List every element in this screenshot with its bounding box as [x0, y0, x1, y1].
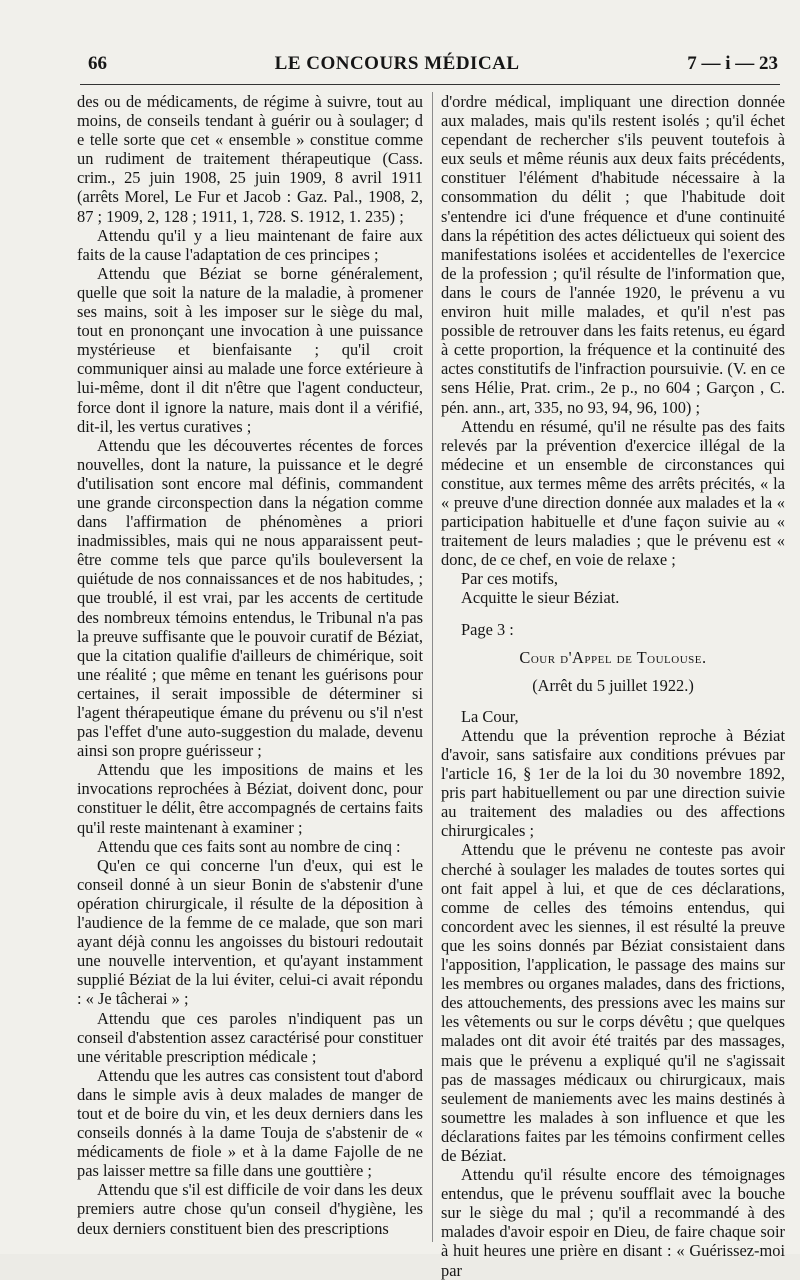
paragraph: Attendu que ces faits sont au nombre de cinq :: [97, 836, 401, 856]
paragraph: Attendu que les impositions de mains et les invocations reprochées à Béziat, doivent donc, pour constituer le délit, être accompagnés de certains faits qu'il reste maintenant à examiner ;: [77, 760, 423, 837]
paragraph: Attendu qu'il résulte encore des témoignages entendus, que le prévenu soufflait avec la bouche sur le siège du mal ; qu'il a recommandé à des malades d'avoir espoir en Dieu, de faire chaque soir à huit heures une prière en disant : « Guérissez-moi par: [441, 1165, 785, 1280]
paragraph: Par ces motifs,: [461, 569, 558, 589]
paragraph: Attendu que la prévention reproche à Béziat d'avoir, sans satisfaire aux conditions prévues par l'article 16, § 1er de la loi du 30 novembre 1892, pris part habituellement ou par une direction suivie au traitement des maladies ou des affections chirurgicales ;: [441, 725, 785, 841]
paragraph: Attendu en résumé, qu'il ne résulte pas des faits relevés par la prévention d'exercice illégal de la médecine et un ensemble de circonstances qui constitue, aux termes même des arrêts précités, « la « preuve d'une direction donnée aux malades et la « participation habituelle et d'une façon suivie au « traitement de leurs maladies ; que le prévenu est « donc, de ce chef, en voie de relaxe ;: [441, 416, 785, 570]
page-header: [88, 50, 778, 78]
paragraph: Attendu que le prévenu ne conteste pas avoir cherché à soulager les malades de toutes sortes qui ont fait appel à lui, et que de ces déclarations, comme de celles des témoins entendus, qui concordent avec les siennes, il est résulté la preuve que les soins donnés par Béziat consistaient dans l'apposition, l'application, le passage des mains sur les membres ou organes malades, dans des frictions, des attouchements, des pressions avec les mains sur les vêtements ou sur le corps dévêtu ; que quelques malades ont dit avoir été traités par des massages, mais que le prévenu a expliqué qu'il ne s'agissait pas de massages médicaux ou chirurgicaux, mais seulement de maniements avec les mains destinés à soumettre les malades à son influence et que les déclarations faites par les témoins confirment celles de Béziat.: [441, 840, 785, 1165]
right-column: [441, 92, 785, 1280]
paragraph: Attendu que Béziat se borne généralement, quelle que soit la nature de la maladie, à promener ses mains, soit à les imposer sur le siège du mal, tout en prononçant une invocation à une puissance mystérieuse et bienfaisante ; qu'il croit communiquer ainsi au malade une force extérieure à lui-même, dont il dit n'être que l'agent conducteur, force dont il ignore la nature, mais dont il a vérifié, dit-il, les vertus curatives ;: [77, 263, 423, 436]
paragraph: des ou de médicaments, de régime à suivre, tout au moins, de conseils tendant à guérir ou à soulager; d e telle sorte que cet « ensemble » constitue comme un rudiment de traitement thérapeutique (Cass. crim., 25 juin 1908, 25 juin 1909, 8 avril 1911 (arrêts Morel, Le Fur et Jacob : Gaz. Pal., 1908, 2, 87 ; 1909, 2, 128 ; 1911, 1, 728. S. 1912, 1. 235) ;: [77, 92, 423, 226]
left-column: [77, 92, 423, 1238]
court-heading: Cour d'Appel de Toulouse.: [519, 647, 707, 667]
paragraph: Attendu que les découvertes récentes de forces nouvelles, dont la nature, la puissance et le degré d'utilisation sont encore mal définis, commandent une grande circonspection dans la négation comme dans l'affirmation de phénomènes a priori inadmissibles, mais qui ne nous apparaissent peut-être comme tels que parce qu'ils bouleversent la quiétude de nos connaissances et de nos habitudes, ; que troublé, il est vrai, par les accents de certitude des nombreux témoins entendus, le Tribunal n'a pas la preuve suffisante que le pouvoir curatif de Béziat, que la citation qualifie d'ailleurs de chimérique, soit une réalité ; que même en tenant les guérisons pour certaines, il serait impossible de déterminer si l'agent thérapeutique émane du prévenu ou s'il n'est pas l'effet d'une auto-suggestion du malade, devenu ainsi son propre guérisseur ;: [77, 435, 423, 761]
issue-date: 7 — i — 23: [687, 53, 778, 74]
column-divider: [432, 92, 433, 1242]
spacer: [441, 667, 785, 676]
paragraph: Attendu qu'il y a lieu maintenant de faire aux faits de la cause l'adaptation de ces principes ;: [77, 225, 423, 264]
page-number: 66: [88, 53, 107, 74]
judgment-date: (Arrêt du 5 juillet 1922.): [532, 675, 694, 695]
paragraph: Attendu que les autres cas consistent tout d'abord dans le simple avis à deux malades de manger de tout et de boire du vin, et les deux derniers dans les conseils donnés à la dame Touja de s'abstenir de « médicaments de fiole » et à la dame Fajolle de ne pas laisser mettre sa fille dans une gouttière ;: [77, 1065, 423, 1181]
paragraph: Qu'en ce qui concerne l'un d'eux, qui est le conseil donné à un sieur Bonin de s'abstenir d'une opération chirurgicale, il résulte de la déposition à l'audience de la femme de ce malade, que son mari ayant déjà connu les angoisses du bistouri redoutait une nouvelle intervention, et qu'ayant instamment supplié Béziat de la lui éviter, celui-ci avait répondu : « Je tâcherai » ;: [77, 855, 423, 1009]
journal-title: LE CONCOURS MÉDICAL: [274, 53, 520, 74]
page-reference: Page 3 :: [461, 619, 514, 639]
header-rule: [80, 84, 780, 85]
spacer: [441, 608, 785, 620]
spacer: [441, 639, 785, 648]
paragraph: Attendu que ces paroles n'indiquent pas un conseil d'abstention assez caractérisé pour constituer une véritable prescription médicale ;: [77, 1008, 423, 1066]
paragraph: Acquitte le sieur Béziat.: [461, 588, 620, 608]
salutation: La Cour,: [461, 706, 519, 726]
paragraph: Attendu que s'il est difficile de voir dans les deux premiers autre chose qu'un conseil d'hygiène, les deux derniers constituent bien des prescriptions: [77, 1180, 423, 1238]
spacer: [441, 695, 785, 707]
paragraph: d'ordre médical, impliquant une direction donnée aux malades, mais qu'ils restent isolés ; qu'il échet cependant de rechercher s'ils peuvent toutefois à eux seuls et même réunis aux deux faits précédents, constituer l'élément d'habitude nécessaire à la consommation du délit ; que l'habitude doit s'entendre ici d'une fréquence et d'une continuité dans la répétition des actes délictueux qui soient des manifestations isolées et accidentelles de l'exercice de la profession ; qu'il résulte de l'information que, dans le cours de l'année 1920, le prévenu a vu environ huit mille malades, et qu'il n'est pas possible de retrouver dans les faits retenus, eu égard à cette proportion, la fréquence et la continuité des actes constitutifs de l'infraction poursuivie. (V. en ce sens Hélie, Prat. crim., 2e p., no 604 ; Garçon , C. pén. ann., art, 335, no 93, 94, 96, 100) ;: [441, 92, 785, 417]
